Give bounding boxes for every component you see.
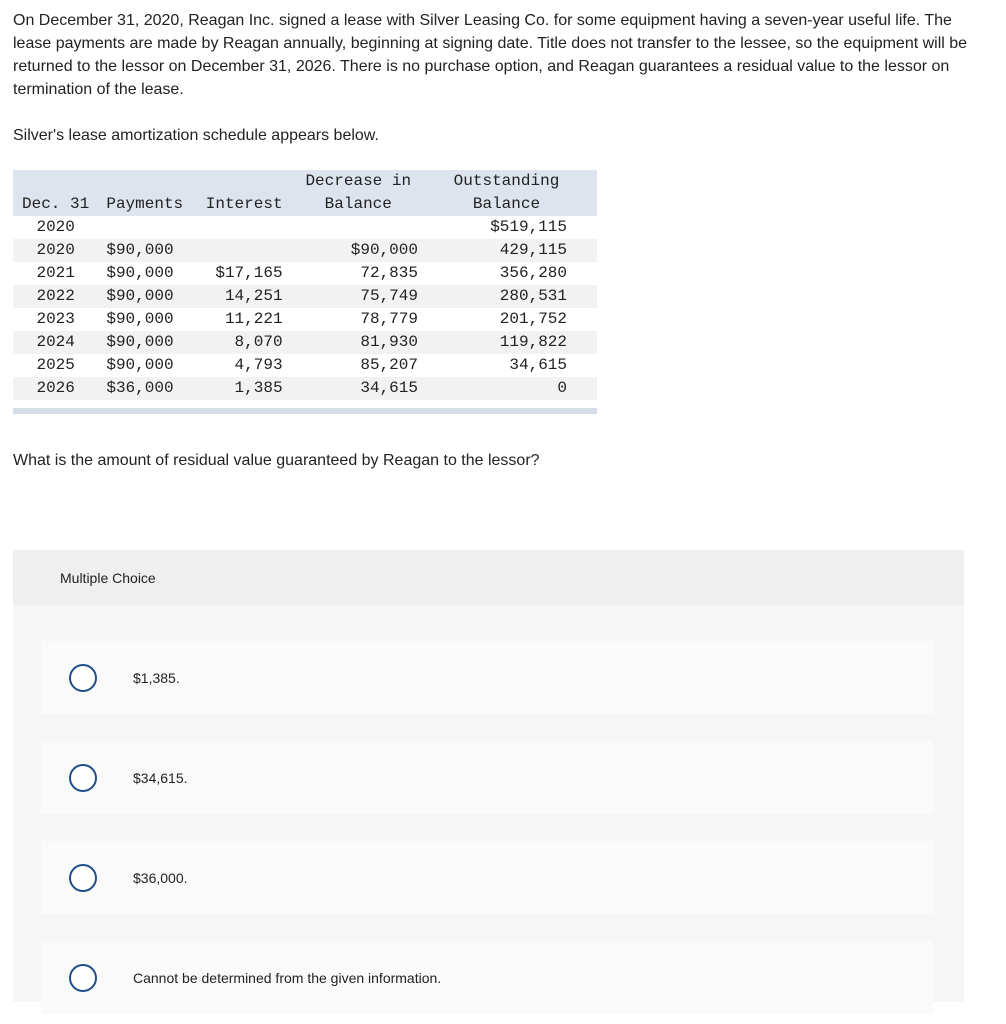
schedule-caption: Silver's lease amortization schedule appears below. (13, 127, 379, 144)
cell-interest: $17,165 (215, 264, 283, 282)
cell-payment: $36,000 (106, 379, 174, 397)
radio-button-icon[interactable] (69, 964, 97, 992)
cell-year: 2022 (36, 287, 75, 305)
table-spacer (13, 400, 597, 408)
header-outstanding (446, 170, 597, 216)
table-row (13, 239, 597, 262)
cell-interest (192, 216, 294, 239)
option-label: $36,000. (133, 869, 188, 886)
option-label: $34,615. (133, 769, 188, 786)
cell-year: 2023 (36, 310, 75, 328)
spacer-cell (13, 400, 597, 408)
header-outstanding-line2: Balance (472, 195, 541, 213)
multiple-choice-header: Multiple Choice (13, 550, 964, 606)
cell-balance: 201,752 (499, 310, 567, 328)
cell-interest: 1,385 (234, 379, 283, 397)
table-bottom-border (13, 408, 597, 414)
cell-year: 2025 (36, 356, 75, 374)
table-row (13, 308, 597, 331)
cell-payment: $90,000 (106, 264, 174, 282)
cell-payment: $90,000 (106, 310, 174, 328)
cell-decrease: $90,000 (350, 241, 418, 259)
cell-payment: $90,000 (106, 333, 174, 351)
cell-decrease: 78,779 (360, 310, 418, 328)
option-4[interactable] (41, 941, 933, 1014)
header-decrease (295, 170, 446, 216)
cell-balance: 280,531 (499, 287, 567, 305)
radio-button-icon[interactable] (69, 664, 97, 692)
header-year: Dec. 31 (22, 195, 90, 213)
cell-interest: 8,070 (234, 333, 283, 351)
cell-decrease: 34,615 (360, 379, 418, 397)
bottom-border-cell (13, 408, 597, 414)
header-decrease-line1: Decrease in (305, 172, 412, 190)
cell-payment: $90,000 (106, 241, 174, 259)
cell-balance: 0 (557, 379, 567, 397)
question-text: What is the amount of residual value guaranteed by Reagan to the lessor? (13, 452, 540, 469)
header-payments: Payments (106, 195, 184, 213)
option-3[interactable] (41, 841, 933, 914)
cell-year: 2020 (36, 218, 75, 236)
multiple-choice-panel (13, 550, 964, 1002)
header-decrease-line2: Balance (324, 195, 392, 213)
cell-balance: 429,115 (499, 241, 567, 259)
cell-year: 2024 (36, 333, 75, 351)
option-label: $1,385. (133, 669, 180, 686)
cell-year: 2026 (36, 379, 75, 397)
schedule-body (13, 216, 597, 414)
cell-interest: 14,251 (224, 287, 283, 305)
table-row (13, 354, 597, 377)
table-row (13, 262, 597, 285)
table-row (13, 377, 597, 400)
table-row (13, 285, 597, 308)
cell-decrease: 81,930 (360, 333, 418, 351)
cell-balance: 34,615 (509, 356, 567, 374)
cell-interest (192, 239, 294, 262)
option-1[interactable] (41, 641, 933, 714)
cell-payment: $90,000 (106, 356, 174, 374)
cell-payment: $90,000 (106, 287, 174, 305)
option-2[interactable] (41, 741, 933, 814)
table-row (13, 216, 597, 239)
header-interest: Interest (205, 195, 283, 213)
cell-balance: 356,280 (499, 264, 567, 282)
radio-button-icon[interactable] (69, 864, 97, 892)
problem-intro: On December 31, 2020, Reagan Inc. signed a lease with Silver Leasing Co. for some equipment having a seven-year useful life. The lease payments are made by Reagan annually, beginning at signing date. Title does not transfer to the lessee, so the equipment will be returned to the lessor on December 31, 2026. There is no purchase option, and Reagan guarantees a residual value to the lessor on termination of the lease. (13, 12, 968, 98)
table-header-row (13, 170, 597, 216)
cell-balance: 119,822 (499, 333, 567, 351)
cell-year: 2020 (36, 241, 75, 259)
cell-year: 2021 (36, 264, 75, 282)
header-outstanding-line1: Outstanding (453, 172, 560, 190)
cell-decrease: 85,207 (360, 356, 418, 374)
cell-interest: 11,221 (224, 310, 283, 328)
cell-interest: 4,793 (234, 356, 283, 374)
cell-decrease: 75,749 (360, 287, 418, 305)
amortization-schedule-table (13, 170, 597, 414)
cell-decrease: 72,835 (360, 264, 418, 282)
cell-balance: $519,115 (490, 218, 567, 236)
table-row (13, 331, 597, 354)
option-label: Cannot be determined from the given information. (133, 969, 442, 986)
cell-payment (98, 216, 192, 239)
radio-button-icon[interactable] (69, 764, 97, 792)
cell-decrease (295, 216, 446, 239)
